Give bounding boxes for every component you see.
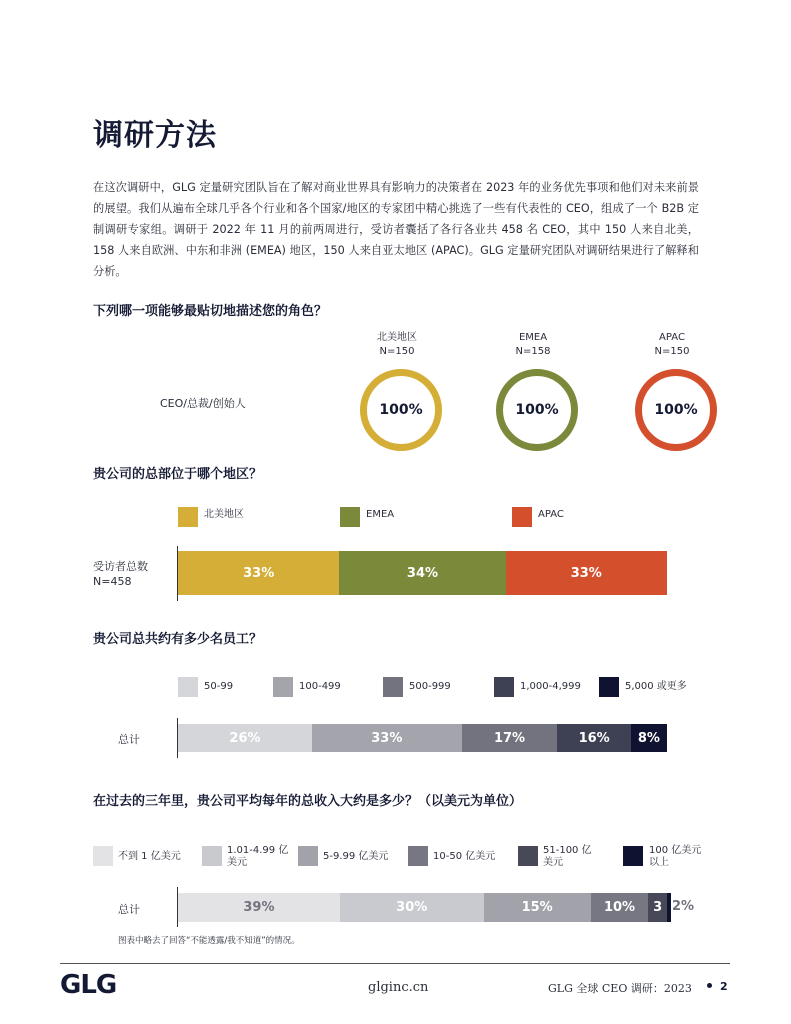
q1-region-apac-n: N=150 — [654, 346, 690, 357]
q2-seg-emea: 34% — [339, 551, 505, 595]
footer-divider — [60, 963, 730, 964]
q4-note: 图表中略去了回答“不能透露/我不知道”的情况。 — [118, 936, 300, 946]
q4-legend-2: 1.01-4.99 亿美元 — [227, 845, 289, 868]
q2-legend-swatch-apac — [512, 507, 532, 527]
footer-page-number: 2 — [720, 980, 728, 993]
q1-question: 下列哪一项能够最贴切地描述您的角色？ — [93, 304, 328, 319]
q4-legend-4: 10-50 亿美元 — [433, 851, 496, 862]
q3-seg-4: 16% — [557, 724, 630, 752]
q1-ring-emea — [496, 369, 578, 451]
footer-dot — [707, 983, 712, 988]
q2-row-label-text: 受访者总数 — [93, 560, 148, 573]
q1-region-apac-name: APAC — [659, 332, 685, 343]
q4-legend-swatch-5 — [518, 846, 538, 866]
q3-legend-3: 500-999 — [409, 681, 451, 692]
q1-region-emea-n: N=158 — [515, 346, 551, 357]
q2-seg-apac: 33% — [506, 551, 667, 595]
intro-paragraph: 在这次调研中，GLG 定量研究团队旨在了解对商业世界具有影响力的决策者在 2023 年的业务优先事项和他们对未来前景的展望。我们从遍布全球几乎各个行业和各个国家/地区的专家团中精心挑选了一些有代表性的 CEO，组成了一个 B2B 定制调研专家组。调研于 2022 年 11 月的前两周进行，受访者囊括了各行各业共 458 名 CEO，其中 150 人来自北美，158 人来自欧洲、中东和非洲 (EMEA) 地区，150 人来自亚太地区 (APAC)。GLG 定量研究团队对调研结果进行了解释和分析。 — [93, 181, 699, 278]
q4-row-label: 总计 — [118, 903, 140, 916]
q3-question: 贵公司总共约有多少名员工？ — [93, 632, 263, 647]
q4-seg-6-label: 2% — [672, 899, 695, 914]
q4-seg-5: 3 — [648, 893, 667, 922]
q3-row-label: 总计 — [118, 733, 140, 746]
q3-legend-swatch-1 — [178, 677, 198, 697]
q4-seg-1: 39% — [178, 893, 340, 922]
q1-ring-na — [360, 369, 442, 451]
q3-seg-2: 33% — [312, 724, 462, 752]
q3-legend-swatch-4 — [494, 677, 514, 697]
q4-legend-1: 不到 1 亿美元 — [118, 851, 181, 862]
q4-legend-swatch-6 — [623, 846, 643, 866]
q1-region-na-name: 北美地区 — [377, 332, 417, 343]
q3-seg-1: 26% — [178, 724, 312, 752]
q4-legend-swatch-4 — [408, 846, 428, 866]
footer-site: glginc.cn — [368, 980, 429, 995]
q1-region-na — [337, 331, 457, 359]
q3-legend-swatch-3 — [383, 677, 403, 697]
q1-region-na-n: N=150 — [379, 346, 415, 357]
q4-legend-3: 5-9.99 亿美元 — [323, 851, 389, 862]
q4-legend-swatch-3 — [298, 846, 318, 866]
q3-seg-5: 8% — [631, 724, 667, 752]
q4-legend-6: 100 亿美元以上 — [649, 845, 702, 868]
q3-legend-2: 100-499 — [299, 681, 341, 692]
q3-bar — [178, 724, 667, 752]
footer-logo: GLG — [60, 970, 117, 1000]
q2-legend-apac: APAC — [538, 509, 564, 520]
q3-legend-swatch-2 — [273, 677, 293, 697]
q4-seg-3: 15% — [484, 893, 591, 922]
q4-legend-swatch-2 — [202, 846, 222, 866]
q3-legend-swatch-5 — [599, 677, 619, 697]
q2-legend-swatch-na — [178, 507, 198, 527]
q2-row-label-n: N=458 — [93, 575, 132, 588]
q4-seg-6-bar — [667, 893, 671, 922]
footer-report: GLG 全球 CEO 调研：2023 — [548, 982, 692, 995]
q2-row-label — [93, 559, 148, 589]
q2-legend-na: 北美地区 — [204, 509, 244, 520]
q3-legend-5: 5,000 或更多 — [625, 681, 687, 692]
q3-legend-4: 1,000-4,999 — [520, 681, 581, 692]
q4-seg-2: 30% — [340, 893, 484, 922]
q1-ring-emea-value: 100% — [515, 402, 559, 418]
q3-seg-3: 17% — [462, 724, 558, 752]
q1-ring-apac-value: 100% — [654, 402, 698, 418]
q1-region-emea — [473, 331, 593, 359]
q2-seg-na: 33% — [178, 551, 339, 595]
q4-question: 在过去的三年里，贵公司平均每年的总收入大约是多少？（以美元为单位） — [93, 794, 523, 809]
q1-row-label: CEO/总裁/创始人 — [160, 397, 246, 410]
q1-ring-apac — [635, 369, 717, 451]
q3-legend-1: 50-99 — [204, 681, 234, 692]
q1-ring-na-value: 100% — [379, 402, 423, 418]
q2-legend-emea: EMEA — [366, 509, 395, 520]
q1-region-apac — [612, 331, 732, 359]
q2-bar — [178, 551, 667, 595]
q2-question: 贵公司的总部位于哪个地区？ — [93, 467, 263, 482]
page-title: 调研方法 — [93, 118, 217, 153]
q4-bar — [178, 893, 667, 922]
q4-legend-5: 51-100 亿美元 — [543, 845, 592, 868]
q4-legend-swatch-1 — [93, 846, 113, 866]
q2-legend-swatch-emea — [340, 507, 360, 527]
q1-region-emea-name: EMEA — [518, 332, 548, 343]
q4-seg-4: 10% — [591, 893, 649, 922]
